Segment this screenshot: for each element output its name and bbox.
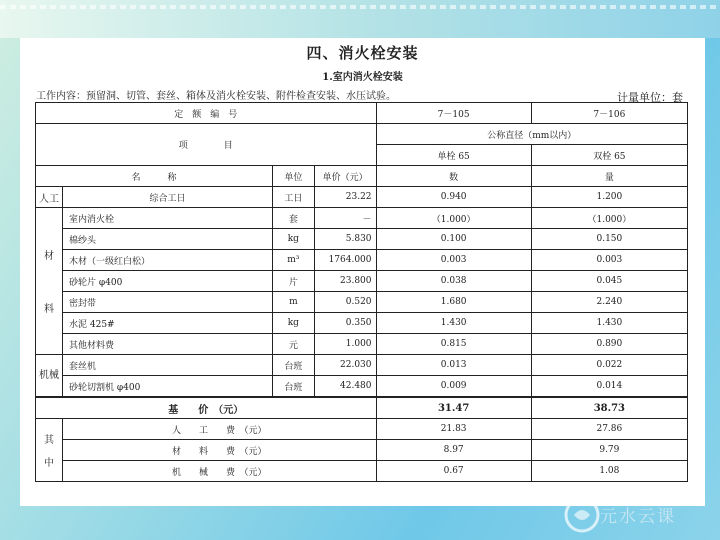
watermark-logo-text: 元水云课 (600, 507, 676, 527)
labor-group-label: 人工 (36, 187, 63, 208)
cell-qty-1: 1.680 (376, 292, 531, 313)
section-subtitle: 1.室内消火栓安装 (322, 72, 403, 83)
cell-qty-2: 0.045 (531, 271, 687, 292)
cell-name: 密封带 (63, 292, 273, 313)
cell-qty-2: 0.003 (531, 250, 687, 271)
breakdown-label: 机 械 费 （元） (63, 461, 377, 482)
table-row (36, 271, 688, 292)
base-price-label: 基 价 （元） (36, 397, 377, 419)
cell-qty-1: （1.000） (376, 208, 531, 229)
table-row (36, 103, 688, 124)
cell-qty-2: 0.014 (531, 376, 687, 398)
cell-name: 套丝机 (63, 355, 273, 376)
cell-unit: 片 (272, 271, 314, 292)
cell-unit: 套 (272, 208, 314, 229)
cell-price: 23.800 (314, 271, 376, 292)
quota-no-label: 定 额 编 号 (36, 103, 377, 124)
breakdown-value-1: 21.83 (376, 419, 531, 440)
cell-unit: m (272, 292, 314, 313)
breakdown-value-2: 1.08 (531, 461, 687, 482)
quota-no-1: 7－105 (376, 103, 531, 124)
cell-qty-1: 0.815 (376, 334, 531, 355)
cell-unit: kg (272, 229, 314, 250)
cell-qty-2: 1.430 (531, 313, 687, 334)
cell-price: 22.030 (314, 355, 376, 376)
table-row (36, 334, 688, 355)
table-row (36, 397, 688, 419)
table-row (36, 461, 688, 482)
table-row (36, 208, 688, 229)
cell-price: 5.830 (314, 229, 376, 250)
cell-qty-1: 1.430 (376, 313, 531, 334)
page-title: 四、消火栓安装 (306, 44, 419, 62)
material-group-label (36, 208, 63, 355)
cell-price: 0.520 (314, 292, 376, 313)
cell-name: 棉纱头 (63, 229, 273, 250)
cell-qty-1: 0.038 (376, 271, 531, 292)
base-price-2: 38.73 (531, 397, 687, 419)
among-group-label (36, 419, 63, 482)
breakdown-value-2: 27.86 (531, 419, 687, 440)
breakdown-value-1: 8.97 (376, 440, 531, 461)
cell-unit: kg (272, 313, 314, 334)
base-price-1: 31.47 (376, 397, 531, 419)
cell-price: 0.350 (314, 313, 376, 334)
table-row (36, 292, 688, 313)
cell-name: 砂轮片 φ400 (63, 271, 273, 292)
among-label-2: 中 (44, 458, 54, 469)
cell-qty-2: 2.240 (531, 292, 687, 313)
item-label: 项 目 (36, 124, 377, 166)
type-2: 双栓 65 (531, 145, 687, 166)
cell-qty-1: 0.013 (376, 355, 531, 376)
document-sheet (20, 38, 705, 506)
cell-name: 室内消火栓 (63, 208, 273, 229)
cell-unit: 台班 (272, 376, 314, 398)
cell-price: 42.480 (314, 376, 376, 398)
measure-unit: 计量单位：套 (617, 91, 683, 104)
cell-name: 木材（一级红白松） (63, 250, 273, 271)
table-row (36, 187, 688, 208)
table-row (36, 313, 688, 334)
table-row (36, 440, 688, 461)
cell-unit: 工日 (272, 187, 314, 208)
quota-no-2: 7－106 (531, 103, 687, 124)
cell-price: 23.22 (314, 187, 376, 208)
unit-header: 单位 (272, 166, 314, 187)
cell-name: 砂轮切割机 φ400 (63, 376, 273, 398)
cell-qty-2: 1.200 (531, 187, 687, 208)
cell-price: 1764.000 (314, 250, 376, 271)
cell-unit: 台班 (272, 355, 314, 376)
quantity-header-2: 量 (531, 166, 687, 187)
quantity-header-1: 数 (376, 166, 531, 187)
cell-qty-1: 0.100 (376, 229, 531, 250)
cell-qty-2: （1.000） (531, 208, 687, 229)
cell-price: 1.000 (314, 334, 376, 355)
machine-group-label: 机械 (36, 355, 63, 398)
cell-unit: m³ (272, 250, 314, 271)
cell-price: － (314, 208, 376, 229)
decorative-stripe (0, 5, 720, 9)
cell-qty-1: 0.009 (376, 376, 531, 398)
type-1: 单栓 65 (376, 145, 531, 166)
name-header: 名 称 (36, 166, 273, 187)
table-row (36, 250, 688, 271)
breakdown-value-2: 9.79 (531, 440, 687, 461)
table-row (36, 355, 688, 376)
table-row (36, 229, 688, 250)
table-row (36, 166, 688, 187)
quota-table (35, 102, 688, 482)
breakdown-value-1: 0.67 (376, 461, 531, 482)
cell-name: 水泥 425# (63, 313, 273, 334)
cell-qty-1: 0.003 (376, 250, 531, 271)
table-row (36, 419, 688, 440)
diameter-label: 公称直径（mm以内） (376, 124, 687, 145)
cell-name: 综合工日 (63, 187, 273, 208)
cell-qty-1: 0.940 (376, 187, 531, 208)
material-label-2: 料 (44, 304, 54, 315)
breakdown-label: 人 工 费 （元） (63, 419, 377, 440)
work-content: 工作内容：预留洞、切管、套丝、箱体及消火栓安装、附件检查安装、水压试验。 (36, 91, 396, 102)
price-header: 单价（元） (314, 166, 376, 187)
table-row (36, 124, 688, 145)
among-label-1: 其 (44, 435, 54, 446)
cell-name: 其他材料费 (63, 334, 273, 355)
cell-qty-2: 0.022 (531, 355, 687, 376)
breakdown-label: 材 料 费 （元） (63, 440, 377, 461)
material-label-1: 材 (44, 251, 54, 262)
cell-qty-2: 0.890 (531, 334, 687, 355)
table-row (36, 376, 688, 398)
cell-qty-2: 0.150 (531, 229, 687, 250)
cell-unit: 元 (272, 334, 314, 355)
